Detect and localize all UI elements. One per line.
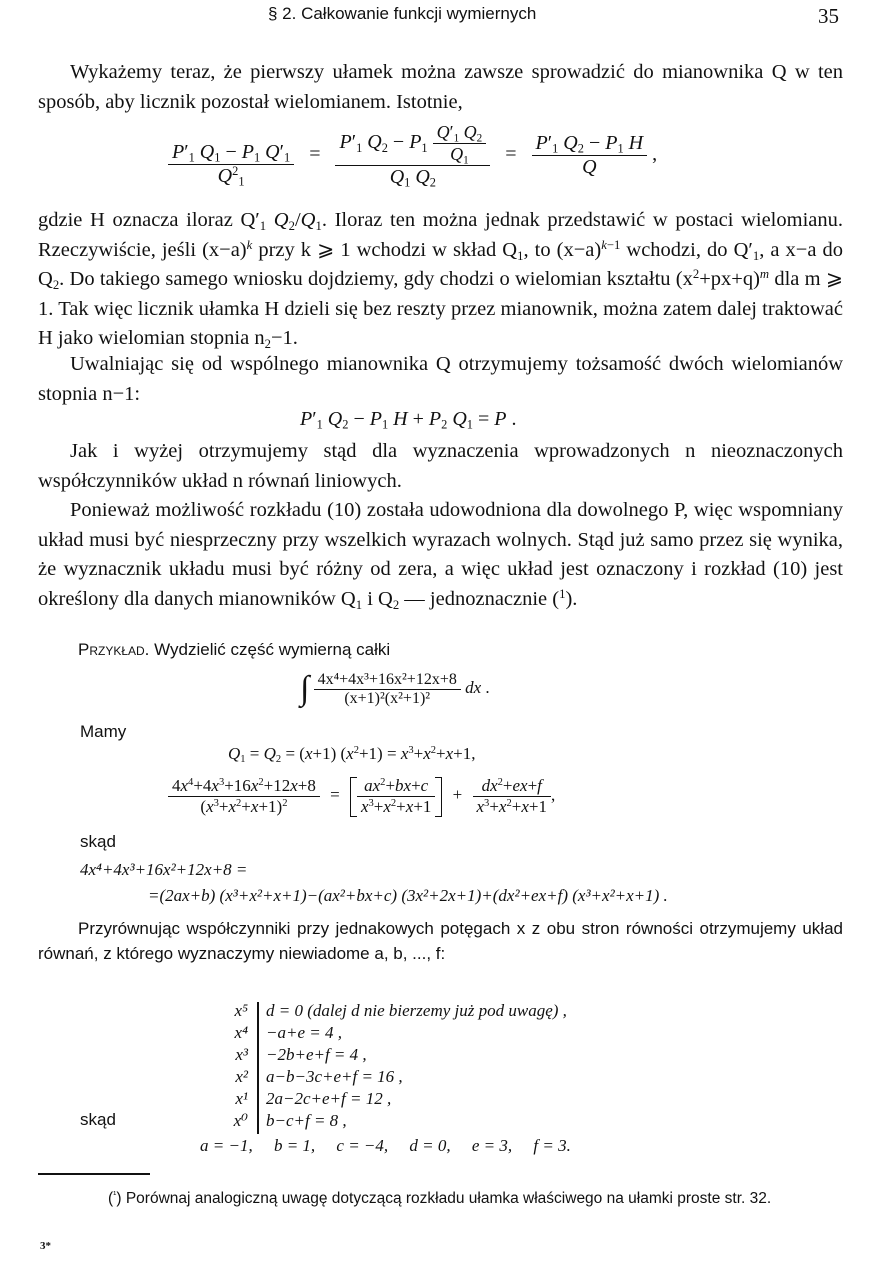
system-power: x⁵ (234, 1001, 248, 1020)
system-equation: b−c+f = 8 , (266, 1111, 347, 1130)
fraction-2: $P'_1$ $Q_2 - P_1$ $\frac{Q'_1 Q_2}{Q_1}$ $Q_1$ $Q_2$ (335, 122, 490, 189)
system-equation: 2a−2c+e+f = 12 , (266, 1089, 392, 1108)
paragraph-2: gdzie H oznacza iloraz $Q'_1$ $Q_2/Q_1$. Iloraz ten można jednak przedstawić w postaci wielomianu. Rzeczywiście, jeśli $(x-a)^k$ przy k ⩾ 1 wchodzi w skład $Q_1$, to $(x-a)^{k-1}$ wchodzi, do $Q'_1$, a x−a do $Q_2$. Do takiego samego wniosku dojdziemy, gdy chodzi o wielomian kształtu $(x^2+px+q)^m$ dla m ⩾ 1. Tak więc licznik ułamka H dzieli się bez reszty przez mianownik, można zatem dalej traktować H jako wielomian stopnia $n_2-1$. (38, 209, 844, 351)
running-header (0, 4, 893, 28)
system-equation: −a+e = 4 , (266, 1023, 342, 1042)
compare-paragraph: Przyrównując współczynniki przy jednakowych potęgach x z obu stron równości otrzymujemy układ równań, z którego wyznaczymy niewiadome a, b, ..., f: (38, 919, 843, 963)
mamy-label: Mamy (80, 722, 127, 741)
paragraph-4: Jak i wyżej otrzymujemy stąd dla wyznaczenia wprowadzonych n nieoznaczonych współczynników układ n równań liniowych. (38, 440, 843, 492)
system-divider (257, 1002, 259, 1134)
signature-mark: 3* (40, 1240, 51, 1252)
fraction-3: $\frac{P'_1 Q_2 - P_1 H}{Q}$ (532, 132, 648, 179)
decomposition-equation: $\frac{4x^4+4x^3+16x^2+12x+8}{(x^3+x^2+x+1)^2}$ = $\frac{ax^2+bx+c}{x^3+x^2+x+1}$ + $\frac{dx^2+ex+f}{x^3+x^2+x+1}$ , (168, 776, 555, 817)
integral-sign: ∫ (300, 670, 310, 707)
paragraph-1 (38, 58, 843, 117)
page-number: 35 (818, 4, 839, 28)
example-label: Przykład. (78, 640, 150, 659)
example-heading (78, 640, 390, 660)
section-title: § 2. Całkowanie funkcji wymiernych (268, 4, 537, 23)
system-equation: −2b+e+f = 4 , (266, 1045, 367, 1064)
system-power: x³ (235, 1045, 248, 1064)
system-power: x⁴ (234, 1023, 248, 1042)
example-integral: ∫ $\frac{\text{4x⁴+4x³+16x²+12x+8}}{\text{(x+1)²(x²+1)²}}$ dx . (300, 670, 490, 707)
expand-line-2: =(2ax+b) (x³+x²+x+1)−(ax²+bx+c) (3x²+2x+1)+(dx²+ex+f) (x³+x²+x+1) . (148, 886, 668, 905)
solution-line: a = −1, b = 1, c = −4, d = 0, e = 3, f = 3. (200, 1136, 571, 1155)
paragraph-3: Uwalniając się od wspólnego mianownika Q otrzymujemy tożsamość dwóch wielomianów stopnia n−1: (38, 353, 843, 405)
q-definition: $Q_1 = Q_2 = (x+1) (x^2+1) = x^3+x^2+x+1$, (228, 744, 476, 766)
footnote: ($^{^1}$) Porównaj analogiczną uwagę dotyczącą rozkładu ułamka właściwego na ułamki proste str. 32. (108, 1189, 772, 1207)
system-equation: a−b−3c+e+f = 16 , (266, 1067, 403, 1086)
equation-fraction-chain: $\frac{P'_1 Q_1 - P_1 Q'_1}{Q^2_1}$ = $P'_1$ $Q_2 - P_1$ $\frac{Q'_1 Q_2}{Q_1}$ $Q_1$ $Q_2$ = $\frac{P'_1 Q_2 - P_1 H}{Q}$ , (168, 122, 657, 189)
identity-equation: $P'_1$ $Q_2 - P_1$ $H + P_2$ $Q_1 = P$ . (300, 408, 517, 432)
expand-line-1: 4x⁴+4x³+16x²+12x+8 = (80, 860, 248, 879)
skad-label-2: skąd (80, 1110, 116, 1129)
integral-fraction: $\frac{\text{4x⁴+4x³+16x²+12x+8}}{\text{(x+1)²(x²+1)²}}$ (314, 671, 461, 708)
system-power: x² (235, 1067, 248, 1086)
paragraph-5: Ponieważ możliwość rozkładu (10) została udowodniona dla dowolnego P, więc wspomniany układ musi być niesprzeczny przy wszelkich wyrazach wolnych. Stąd już samo przez się wynika, że wyznacznik układu musi być różny od zera, a więc układ jest oznaczony i rozkład (10) jest określony dla danych mianowników $Q_1$ i $Q_2$ — jednoznacznie ($^1$). (38, 499, 843, 612)
system-equation: d = 0 (dalej d nie bierzemy już pod uwagę) , (266, 1001, 567, 1020)
paragraph-1-text: Wykażemy teraz, że pierwszy ułamek można zawsze sprowadzić do mianownika Q w ten sposób, aby licznik pozostał wielomianem. Istotnie, (38, 61, 843, 113)
example-text: Wydzielić część wymierną całki (154, 640, 391, 659)
skad-label-1: skąd (80, 832, 116, 851)
footnote-rule (38, 1173, 150, 1175)
system-power: x⁰ (233, 1111, 248, 1130)
system-power: x¹ (235, 1089, 248, 1108)
fraction-1: $\frac{P'_1 Q_1 - P_1 Q'_1}{Q^2_1}$ (168, 141, 294, 188)
